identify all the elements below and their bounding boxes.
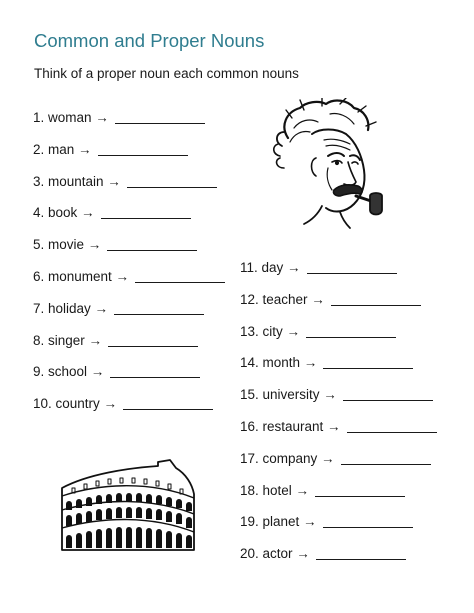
worksheet-instructions: Think of a proper noun each common nouns: [34, 66, 299, 81]
item-label: 6. monument →: [33, 268, 130, 284]
item-label: 11. day →: [240, 260, 301, 275]
answer-blank[interactable]: [115, 110, 205, 124]
answer-blank[interactable]: [123, 396, 213, 410]
item-label: 5. movie →: [33, 237, 102, 253]
item-label: 7. holiday →: [33, 300, 109, 316]
answer-blank[interactable]: [323, 355, 413, 369]
list-item: [240, 292, 437, 324]
answer-blank[interactable]: [343, 387, 433, 401]
list-item: [240, 514, 437, 546]
list-item: [33, 301, 225, 333]
answer-blank[interactable]: [135, 269, 225, 283]
colosseum-sketch: [58, 458, 200, 554]
item-label: 3. mountain →: [33, 173, 121, 189]
answer-blank[interactable]: [306, 324, 396, 338]
answer-blank[interactable]: [341, 451, 431, 465]
list-item: [240, 451, 437, 483]
item-label: 10. country →: [33, 396, 118, 412]
answer-blank[interactable]: [108, 333, 198, 347]
list-item: [240, 260, 437, 292]
answer-blank[interactable]: [110, 364, 200, 378]
list-item: [240, 355, 437, 387]
list-item: [33, 364, 225, 396]
answer-blank[interactable]: [323, 514, 413, 528]
list-item: [33, 205, 225, 237]
answer-blank[interactable]: [331, 292, 421, 306]
worksheet-title: Common and Proper Nouns: [34, 30, 265, 51]
item-label: 12. teacher →: [240, 291, 325, 307]
item-label: 8. singer →: [33, 332, 103, 348]
list-item: [240, 387, 437, 419]
answer-blank[interactable]: [307, 260, 397, 274]
list-item: [240, 483, 437, 515]
list-item: [33, 396, 225, 428]
list-item: [33, 333, 225, 365]
item-label: 17. company →: [240, 450, 335, 466]
list-item: [33, 269, 225, 301]
answer-blank[interactable]: [114, 301, 204, 315]
list-item: [240, 324, 437, 356]
item-label: 19. planet →: [240, 514, 317, 530]
item-label: 16. restaurant →: [240, 418, 341, 434]
einstein-portrait-sketch: [270, 98, 390, 230]
item-label: 1. woman →: [33, 110, 109, 125]
list-item: [33, 174, 225, 206]
item-label: 18. hotel →: [240, 482, 310, 498]
answer-blank[interactable]: [107, 237, 197, 251]
item-label: 15. university →: [240, 387, 337, 403]
item-label: 13. city →: [240, 323, 301, 339]
list-item: [33, 142, 225, 174]
answer-blank[interactable]: [98, 142, 188, 156]
list-item: [240, 546, 437, 578]
item-label: 2. man →: [33, 141, 92, 157]
answer-blank[interactable]: [347, 419, 437, 433]
list-item: [33, 237, 225, 269]
list-item: [33, 110, 225, 142]
item-label: 14. month →: [240, 355, 318, 371]
answer-blank[interactable]: [316, 546, 406, 560]
answer-blank[interactable]: [315, 483, 405, 497]
item-label: 4. book →: [33, 205, 95, 221]
item-list-right: [240, 260, 437, 578]
answer-blank[interactable]: [101, 205, 191, 219]
list-item: [240, 419, 437, 451]
item-label: 9. school →: [33, 364, 105, 380]
item-label: 20. actor →: [240, 546, 310, 562]
item-list-left: [33, 110, 225, 428]
answer-blank[interactable]: [127, 174, 217, 188]
